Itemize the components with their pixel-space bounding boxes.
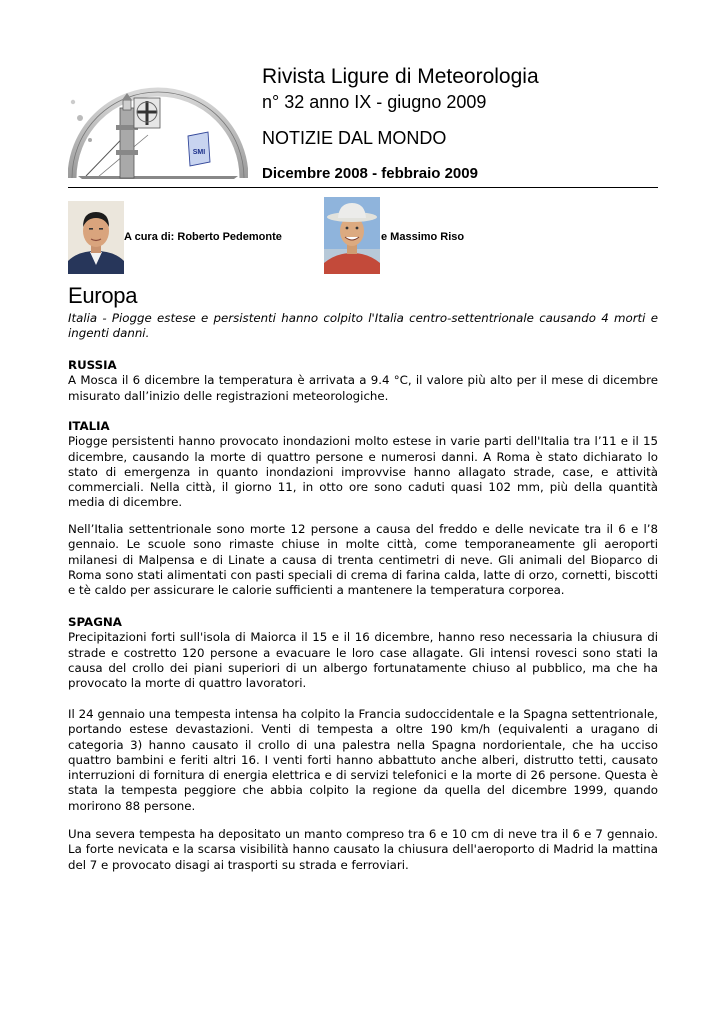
author-credit-2: e Massimo Riso <box>381 231 465 243</box>
article-heading-italia: ITALIA <box>68 419 110 433</box>
header-divider <box>68 187 658 188</box>
magazine-title: Rivista Ligure di Meteorologia <box>262 65 539 88</box>
article-text: Piogge persistenti hanno provocato inondazioni molto estese in varie parti dell'Italia tra l’11 e il 15 dicembre, causando la morte di quattro persone e numerosi danni. A Roma è stato dichiarato lo stato di emergenza in quanto inondazioni improvvise hanno allagato strade, case, e attività commerciali. Nella città, il giorno 11, in otto ore sono caduti quasi 102 mm, più della quantità media di dicembre. <box>68 434 658 510</box>
author-credit-1: A cura di: Roberto Pedemonte <box>124 231 282 243</box>
section-title: NOTIZIE DAL MONDO <box>262 128 447 148</box>
article-text: Precipitazioni forti sull'isola di Maiorca il 15 e il 16 dicembre, hanno reso necessaria la chiusura di strade e costretto 120 persone a evacuare le loro case allagate. Gli intensi rovesci sono stati la causa del crollo dei piani superiori di un albergo fortunatamente chiuso al pubblico, ma che ha provocato la morte di quattro lavoratori. <box>68 630 658 691</box>
magazine-logo <box>68 80 248 180</box>
issue-number: n° 32 anno IX - giugno 2009 <box>262 92 487 112</box>
region-intro: Italia - Piogge estese e persistenti hanno colpito l'Italia centro-settentrionale causando 4 morti e ingenti danni. <box>68 311 658 341</box>
article-spagna-paragraph-3: Una severa tempesta ha depositato un manto compreso tra 6 e 10 cm di neve tra il 6 e 7 gennaio. La forte nevicata e la scarsa visibilità hanno causato la chiusura dell'aeroporto di Madrid la mattina del 7 e provocato disagi ai trasporti su strada e ferroviari. <box>68 827 658 872</box>
author-photo-pedemonte <box>68 201 124 274</box>
article-heading-spagna: SPAGNA <box>68 615 122 629</box>
author-photo-riso <box>324 197 380 274</box>
article-spagna-paragraph-2: Il 24 gennaio una tempesta intensa ha colpito la Francia sudoccidentale e la Spagna settentrionale, portando estese devastazioni. Venti di tempesta a oltre 190 km/h (equivalenti a uragano di categoria 3) hanno causato il crollo di una palestra nella Spagna nordorientale, che ha ucciso quattro bambini e feriti altri 16. I venti forti hanno abbattuto anche alberi, distrutto tetti, causato interruzioni di fornitura di energia elettrica e di servizi telefonici e la morte di 26 persone. Questa è stata la tempesta peggiore che abbia colpito la regione da quella del dicembre 1999, quando morirono 88 persone. <box>68 707 658 813</box>
article-russia <box>68 358 658 404</box>
smi-badge-text: SMI <box>192 149 206 156</box>
article-italia <box>68 419 658 511</box>
article-text: A Mosca il 6 dicembre la temperatura è arrivata a 9.4 °C, il valore più alto per il mese di dicembre misurato dall’inizio delle registrazioni meteorologiche. <box>68 373 658 403</box>
article-italia-paragraph-2: Nell’Italia settentrionale sono morte 12 persone a causa del freddo e delle nevicate tra il 6 e l’8 gennaio. Le scuole sono rimaste chiuse in molte città, come temporaneamente gli aeroporti milanesi di Malpensa e di Linate a causa di trenta centimetri di neve. Gli animali del Bioparco di Roma sono stati alimentati con pasti speciali di crema di farina calda, latte di orzo, cornetti, biscotti e tè caldo per assicurare le calorie sufficienti a mantenere la temperatura corporea. <box>68 522 658 598</box>
period-title: Dicembre 2008 - febbraio 2009 <box>262 165 478 182</box>
article-spagna <box>68 615 658 691</box>
region-heading: Europa <box>68 283 138 308</box>
article-heading-russia: RUSSIA <box>68 358 117 372</box>
